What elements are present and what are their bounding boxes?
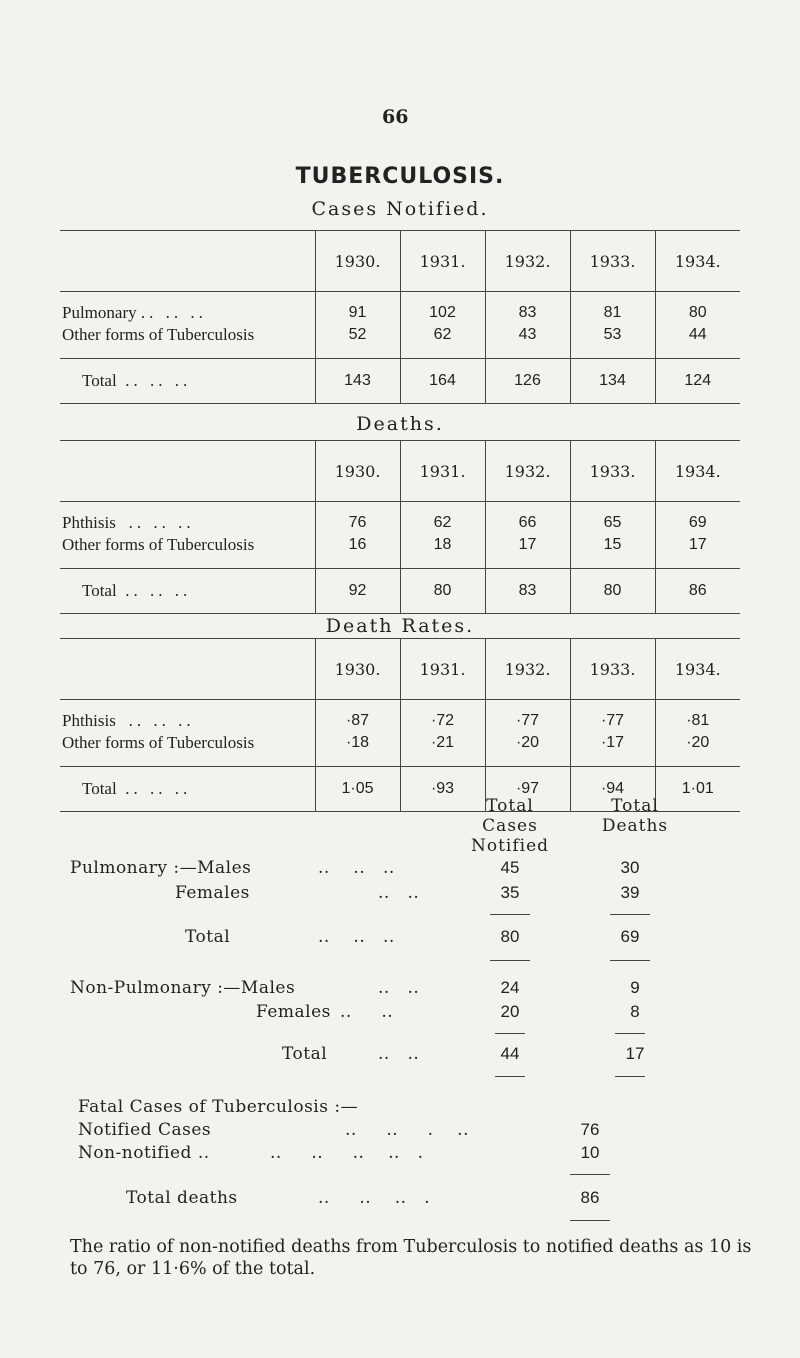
header-blank-cell — [60, 639, 315, 700]
dot-leader: .. .. — [378, 1044, 420, 1064]
year-header: 1931. — [400, 231, 485, 292]
non-pulmonary-females-label: Females — [256, 1002, 331, 1022]
non-pulmonary-males-label: Non-Pulmonary :—Males — [70, 978, 296, 998]
table-cell: ·20 — [655, 732, 740, 767]
notified-cases-value: 76 — [580, 1120, 600, 1139]
table-cell: 143 — [315, 359, 400, 404]
year-header: 1930. — [315, 639, 400, 700]
death-rates-table — [60, 638, 740, 812]
row-label: Other forms of Tuberculosis — [62, 733, 255, 752]
year-header: 1931. — [400, 441, 485, 502]
table-cell: 52 — [315, 324, 400, 359]
table-row — [60, 502, 740, 535]
table-cell: 43 — [485, 324, 570, 359]
non-notified-label: Non-notified .. — [78, 1143, 210, 1163]
non-pulmonary-males-cases: 24 — [500, 978, 520, 997]
row-label: Pulmonary .. .. .. — [62, 303, 207, 322]
table-cell: 126 — [485, 359, 570, 404]
non-pulmonary-total-deaths: 17 — [625, 1044, 645, 1063]
table-cell: ·87 — [315, 700, 400, 733]
table-cell: 102 — [400, 292, 485, 325]
table-cell: 80 — [570, 569, 655, 614]
header-line: Cases — [482, 816, 538, 836]
section-heading-deaths: Deaths. — [356, 413, 444, 435]
table-cell: 124 — [655, 359, 740, 404]
header-line: Total — [611, 796, 659, 816]
pulmonary-males-deaths: 30 — [620, 858, 640, 877]
table-row — [60, 292, 740, 325]
dot-leader: .. .. — [340, 1002, 394, 1022]
total-row — [60, 359, 740, 404]
dot-leader: .. .. .. — [318, 927, 395, 947]
sum-rule — [610, 914, 650, 915]
total-deaths-label: Total deaths — [126, 1188, 238, 1208]
table-cell: 1·05 — [315, 767, 400, 812]
table-cell: 16 — [315, 534, 400, 569]
table-cell: ·72 — [400, 700, 485, 733]
header-line: Notified — [470, 836, 550, 856]
page-title: TUBERCULOSIS. — [295, 164, 505, 189]
table-cell: 164 — [400, 359, 485, 404]
year-header: 1932. — [485, 231, 570, 292]
table-cell: 86 — [655, 569, 740, 614]
header-line: Deaths — [601, 816, 669, 836]
table-cell: ·93 — [400, 767, 485, 812]
table-cell: ·20 — [485, 732, 570, 767]
table-header-row — [60, 441, 740, 502]
table-cell: 15 — [570, 534, 655, 569]
header-blank-cell — [60, 231, 315, 292]
table-cell: 83 — [485, 569, 570, 614]
row-label: Total .. .. .. — [60, 359, 315, 404]
sum-rule — [495, 1033, 525, 1034]
table-cell: ·97 — [485, 767, 570, 812]
year-header: 1930. — [315, 441, 400, 502]
table-cell: 66 — [485, 502, 570, 535]
non-pulmonary-males-deaths: 9 — [630, 978, 640, 997]
sum-rule — [615, 1076, 645, 1077]
year-header: 1933. — [570, 639, 655, 700]
table-row — [60, 732, 740, 767]
dot-leader: .. .. — [378, 978, 420, 998]
year-header: 1934. — [655, 441, 740, 502]
table-cell: 62 — [400, 502, 485, 535]
sum-rule — [570, 1174, 610, 1175]
table-cell: 17 — [655, 534, 740, 569]
table-cell: ·18 — [315, 732, 400, 767]
row-label: Other forms of Tuberculosis — [62, 325, 255, 344]
year-header: 1933. — [570, 441, 655, 502]
year-header: 1933. — [570, 231, 655, 292]
table-cell: 18 — [400, 534, 485, 569]
table-cell: 65 — [570, 502, 655, 535]
header-blank-cell — [60, 441, 315, 502]
table-cell: ·77 — [570, 700, 655, 733]
dot-leader: .. .. .. . — [318, 1188, 431, 1208]
pulmonary-females-deaths: 39 — [620, 883, 640, 902]
pulmonary-total-deaths: 69 — [620, 927, 640, 946]
dot-leader: .. .. . .. — [345, 1120, 469, 1140]
table-cell: ·77 — [485, 700, 570, 733]
non-pulmonary-total-label: Total — [282, 1044, 328, 1064]
table-cell: 81 — [570, 292, 655, 325]
table-cell: 69 — [655, 502, 740, 535]
table-row — [60, 534, 740, 569]
page-number: 66 — [382, 106, 409, 128]
total-deaths-value: 86 — [580, 1188, 600, 1207]
table-cell: 80 — [400, 569, 485, 614]
row-label: Phthisis .. .. .. — [62, 711, 195, 730]
table-cell: 62 — [400, 324, 485, 359]
year-header: 1931. — [400, 639, 485, 700]
section-heading-death-rates: Death Rates. — [325, 615, 475, 637]
cases-notified-table — [60, 230, 740, 404]
pulmonary-females-cases: 35 — [500, 883, 520, 902]
total-row — [60, 569, 740, 614]
deaths-table — [60, 440, 740, 614]
row-label: Phthisis .. .. .. — [62, 513, 195, 532]
year-header: 1930. — [315, 231, 400, 292]
ratio-paragraph: The ratio of non-notified deaths from Tuberculosis to notified deaths as 10 is to 76, or 11·6% of the total. — [70, 1237, 752, 1279]
year-header: 1932. — [485, 441, 570, 502]
pulmonary-males-label: Pulmonary :—Males — [70, 858, 252, 878]
sum-rule — [490, 914, 530, 915]
year-header: 1932. — [485, 639, 570, 700]
row-label: Other forms of Tuberculosis — [62, 535, 255, 554]
pulmonary-total-label: Total — [185, 927, 231, 947]
table-cell: 53 — [570, 324, 655, 359]
table-cell: ·17 — [570, 732, 655, 767]
header-line: Total — [486, 796, 534, 816]
pulmonary-females-label: Females — [175, 883, 250, 903]
table-header-row — [60, 639, 740, 700]
table-cell: 134 — [570, 359, 655, 404]
non-pulmonary-females-deaths: 8 — [630, 1002, 640, 1021]
table-cell: 1·01 — [655, 767, 740, 812]
section-heading-cases-notified: Cases Notified. — [311, 198, 489, 220]
year-header: 1934. — [655, 231, 740, 292]
sum-rule — [490, 960, 530, 961]
row-label: Total .. .. .. — [60, 767, 315, 812]
non-pulmonary-females-cases: 20 — [500, 1002, 520, 1021]
table-cell: 83 — [485, 292, 570, 325]
pulmonary-males-cases: 45 — [500, 858, 520, 877]
table-cell: 17 — [485, 534, 570, 569]
table-header-row — [60, 231, 740, 292]
table-cell: ·81 — [655, 700, 740, 733]
table-cell: 76 — [315, 502, 400, 535]
sum-rule — [610, 960, 650, 961]
table-cell: ·21 — [400, 732, 485, 767]
sum-rule — [570, 1220, 610, 1221]
table-cell: ·94 — [570, 767, 655, 812]
table-cell: 44 — [655, 324, 740, 359]
dot-leader: .. .. .. — [318, 858, 395, 878]
sum-rule — [495, 1076, 525, 1077]
non-notified-value: 10 — [580, 1143, 600, 1162]
table-cell: 92 — [315, 569, 400, 614]
table-cell: 91 — [315, 292, 400, 325]
summary-header-deaths — [590, 796, 680, 836]
summary-header-cases — [465, 796, 555, 856]
notified-cases-label: Notified Cases — [78, 1120, 212, 1140]
table-row — [60, 700, 740, 733]
sum-rule — [615, 1033, 645, 1034]
fatal-cases-heading: Fatal Cases of Tuberculosis :— — [78, 1097, 359, 1117]
year-header: 1934. — [655, 639, 740, 700]
pulmonary-total-cases: 80 — [500, 927, 520, 946]
table-cell: 80 — [655, 292, 740, 325]
table-row — [60, 324, 740, 359]
row-label: Total .. .. .. — [60, 569, 315, 614]
non-pulmonary-total-cases: 44 — [500, 1044, 520, 1063]
dot-leader: .. .. — [378, 883, 420, 903]
dot-leader: .. .. .. .. . — [270, 1143, 424, 1163]
